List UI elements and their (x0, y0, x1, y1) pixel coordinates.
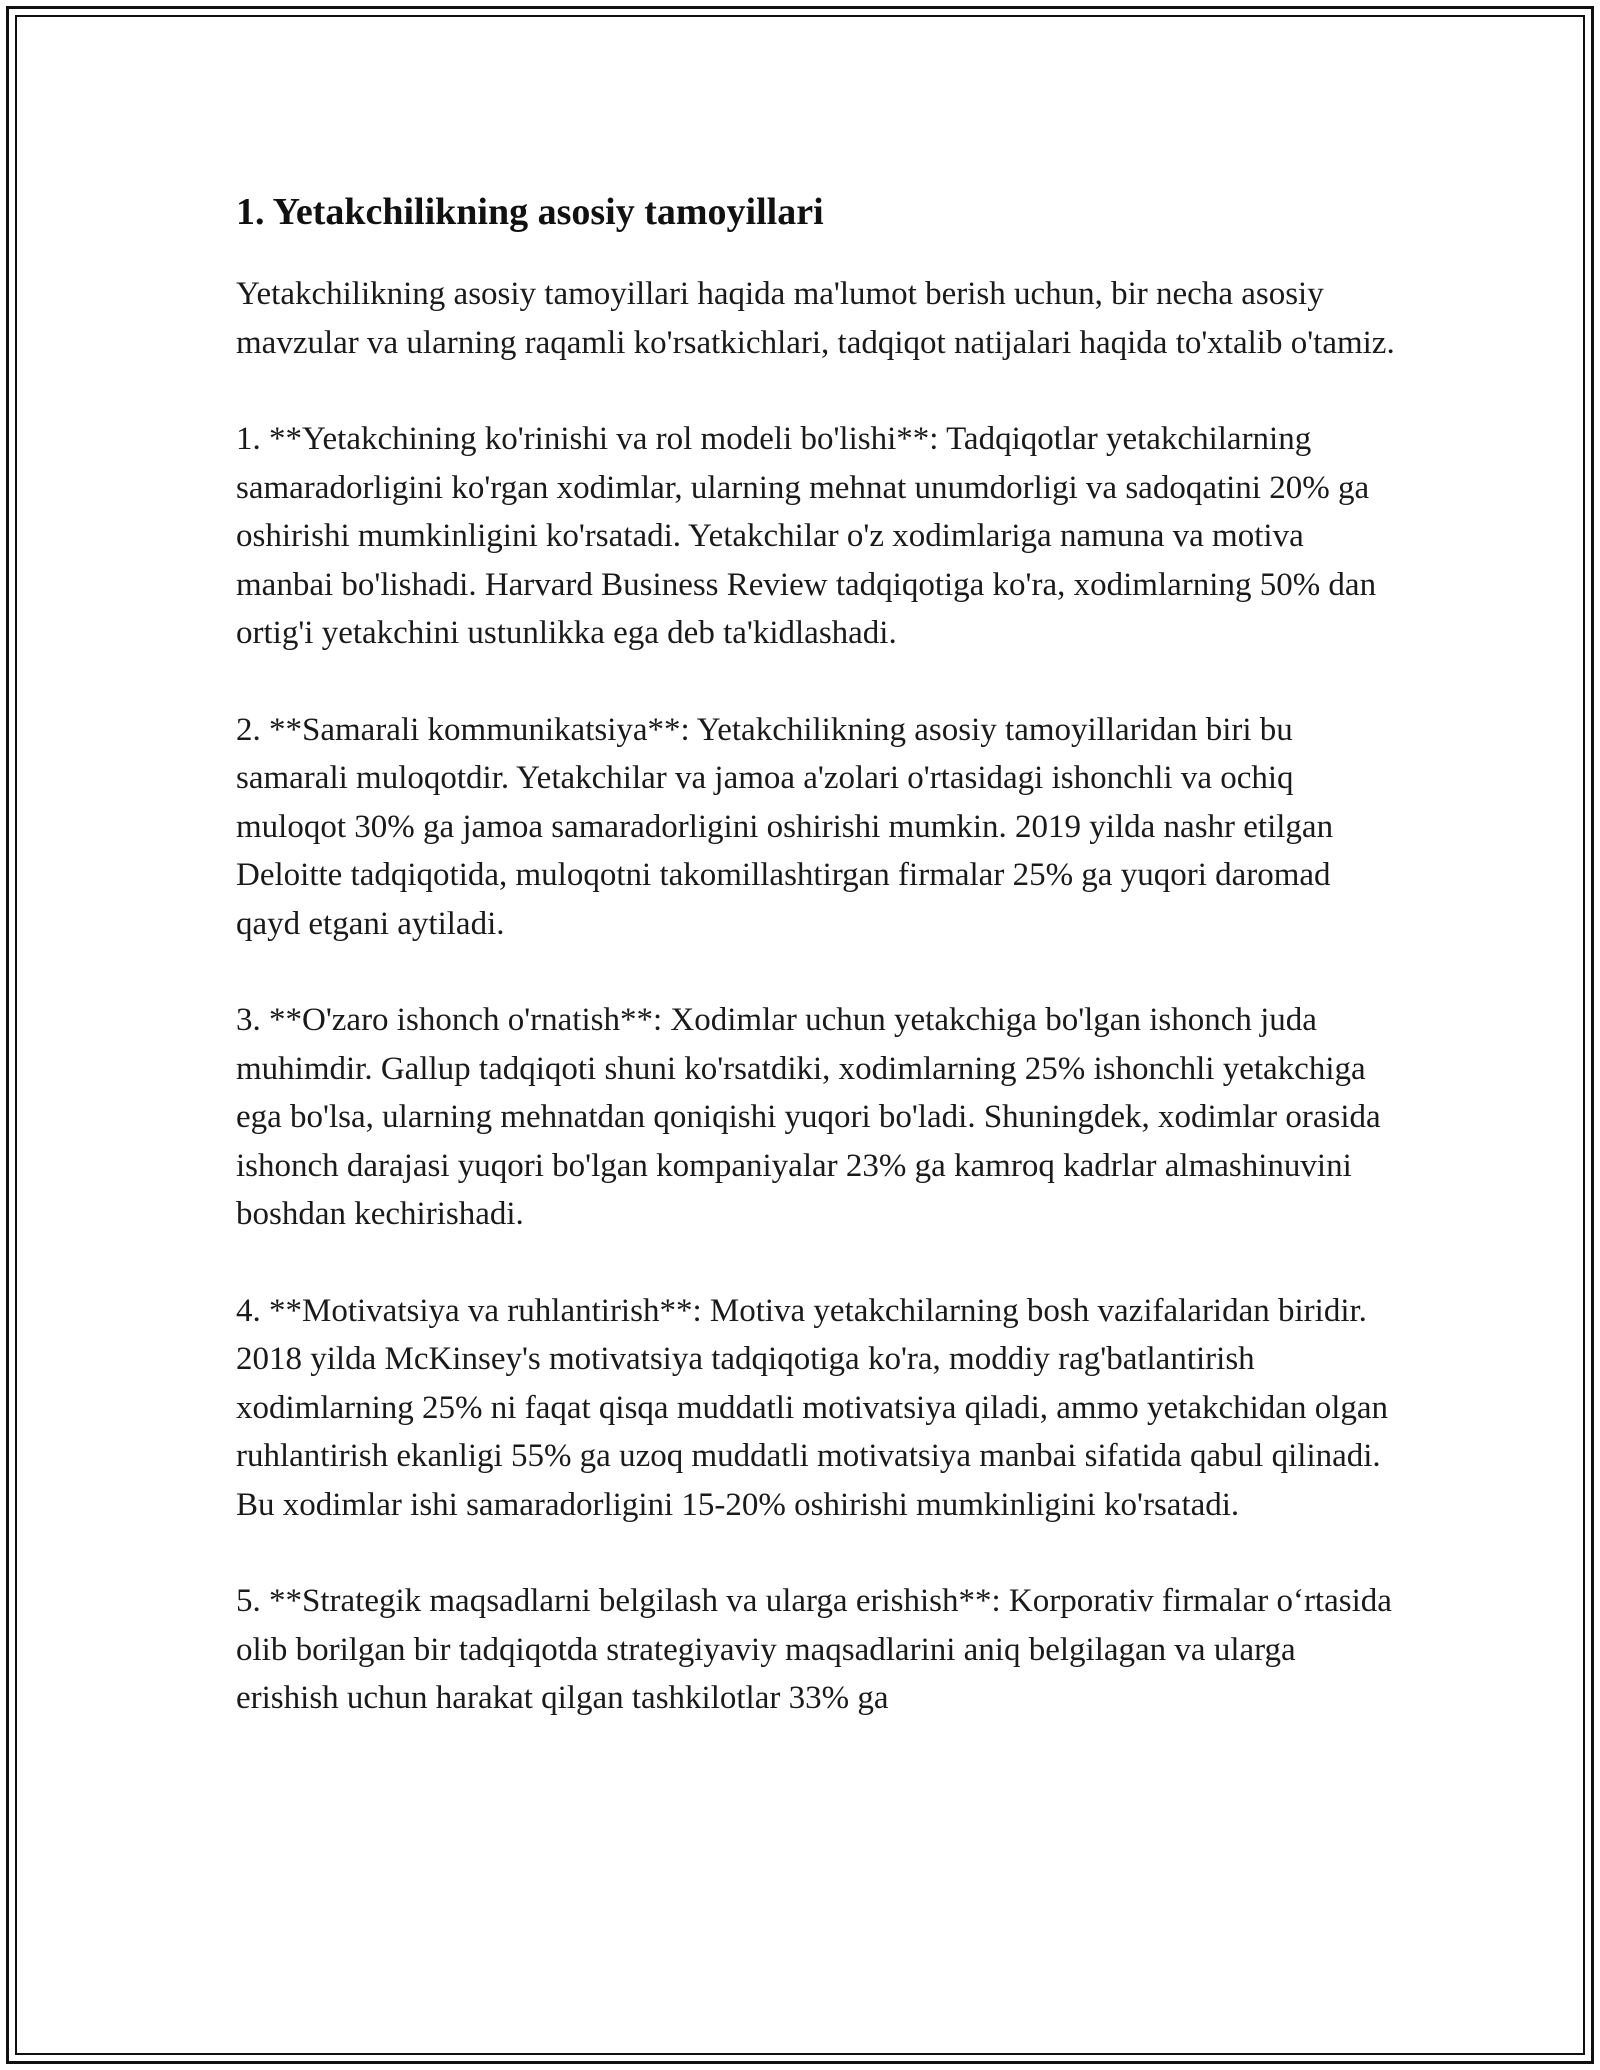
list-item-3: 3. **O'zaro ishonch o'rnatish**: Xodimlar uchun yetakchiga bo'lgan ishonch juda muhimdir. Gallup tadqiqoti shuni ko'rsatdiki, xodimlarning 25% ishonchli yetakchiga ega bo'lsa, ularning mehnatdan qoniqishi yuqori bo'ladi. Shuningdek, xodimlar orasida ishonch darajasi yuqori bo'lgan kompaniyalar 23% ga kamroq kadrlar almashinuvini boshdan kechirishadi. (236, 1002, 1381, 1232)
intro-paragraph: Yetakchilikning asosiy tamoyillari haqida ma'lumot berish uchun, bir necha asosiy mavzular va ularning raqamli ko'rsatkichlari, tadqiqot natijalari haqida to'xtalib o'tamiz. (236, 276, 1395, 361)
section-heading: 1. Yetakchilikning asosiy tamoyillari (236, 191, 824, 233)
list-item-4: 4. **Motivatsiya va ruhlantirish**: Motiva yetakchilarning bosh vazifalaridan biridir. 2018 yilda McKinsey's motivatsiya tadqiqotiga ko'ra, moddiy rag'batlantirish xodimlarning 25% ni faqat qisqa muddatli motivatsiya qiladi, ammo yetakchidan olgan ruhlantirish ekanligi 55% ga uzoq muddatli motivatsiya manbai sifatida qabul qilinadi. Bu xodimlar ishi samaradorligini 15-20% oshirishi mumkinligini ko'rsatadi. (236, 1292, 1389, 1523)
document-body (236, 188, 1396, 1771)
list-item-1: 1. **Yetakchining ko'rinishi va rol modeli bo'lishi**: Tadqiqotlar yetakchilarning samaradorligini ko'rgan xodimlar, ularning mehnat unumdorligi va sadoqatini 20% ga oshirishi mumkinligini ko'rsatadi. Yetakchilar o'z xodimlariga namuna va motiva manbai bo'lishadi. Harvard Business Review tadqiqotiga ko'ra, xodimlarning 50% dan ortig'i yetakchini ustunlikka ega deb ta'kidlashadi. (236, 421, 1377, 651)
list-item-2: 2. **Samarali kommunikatsiya**: Yetakchilikning asosiy tamoyillaridan biri bu samarali muloqotdir. Yetakchilar va jamoa a'zolari o'rtasidagi ishonchli va ochiq muloqot 30% ga jamoa samaradorligini oshirishi mumkin. 2019 yilda nashr etilgan Deloitte tadqiqotida, muloqotni takomillashtirgan firmalar 25% ga yuqori daromad qayd etgani aytiladi. (236, 711, 1334, 942)
list-item-5: 5. **Strategik maqsadlarni belgilash va ularga erishish**: Korporativ firmalar o‘rtasida olib borilgan bir tadqiqotda strategiyaviy maqsadlarini aniq belgilagan va ularga erishish uchun harakat qilgan tashkilotlar 33% ga (236, 1583, 1392, 1716)
